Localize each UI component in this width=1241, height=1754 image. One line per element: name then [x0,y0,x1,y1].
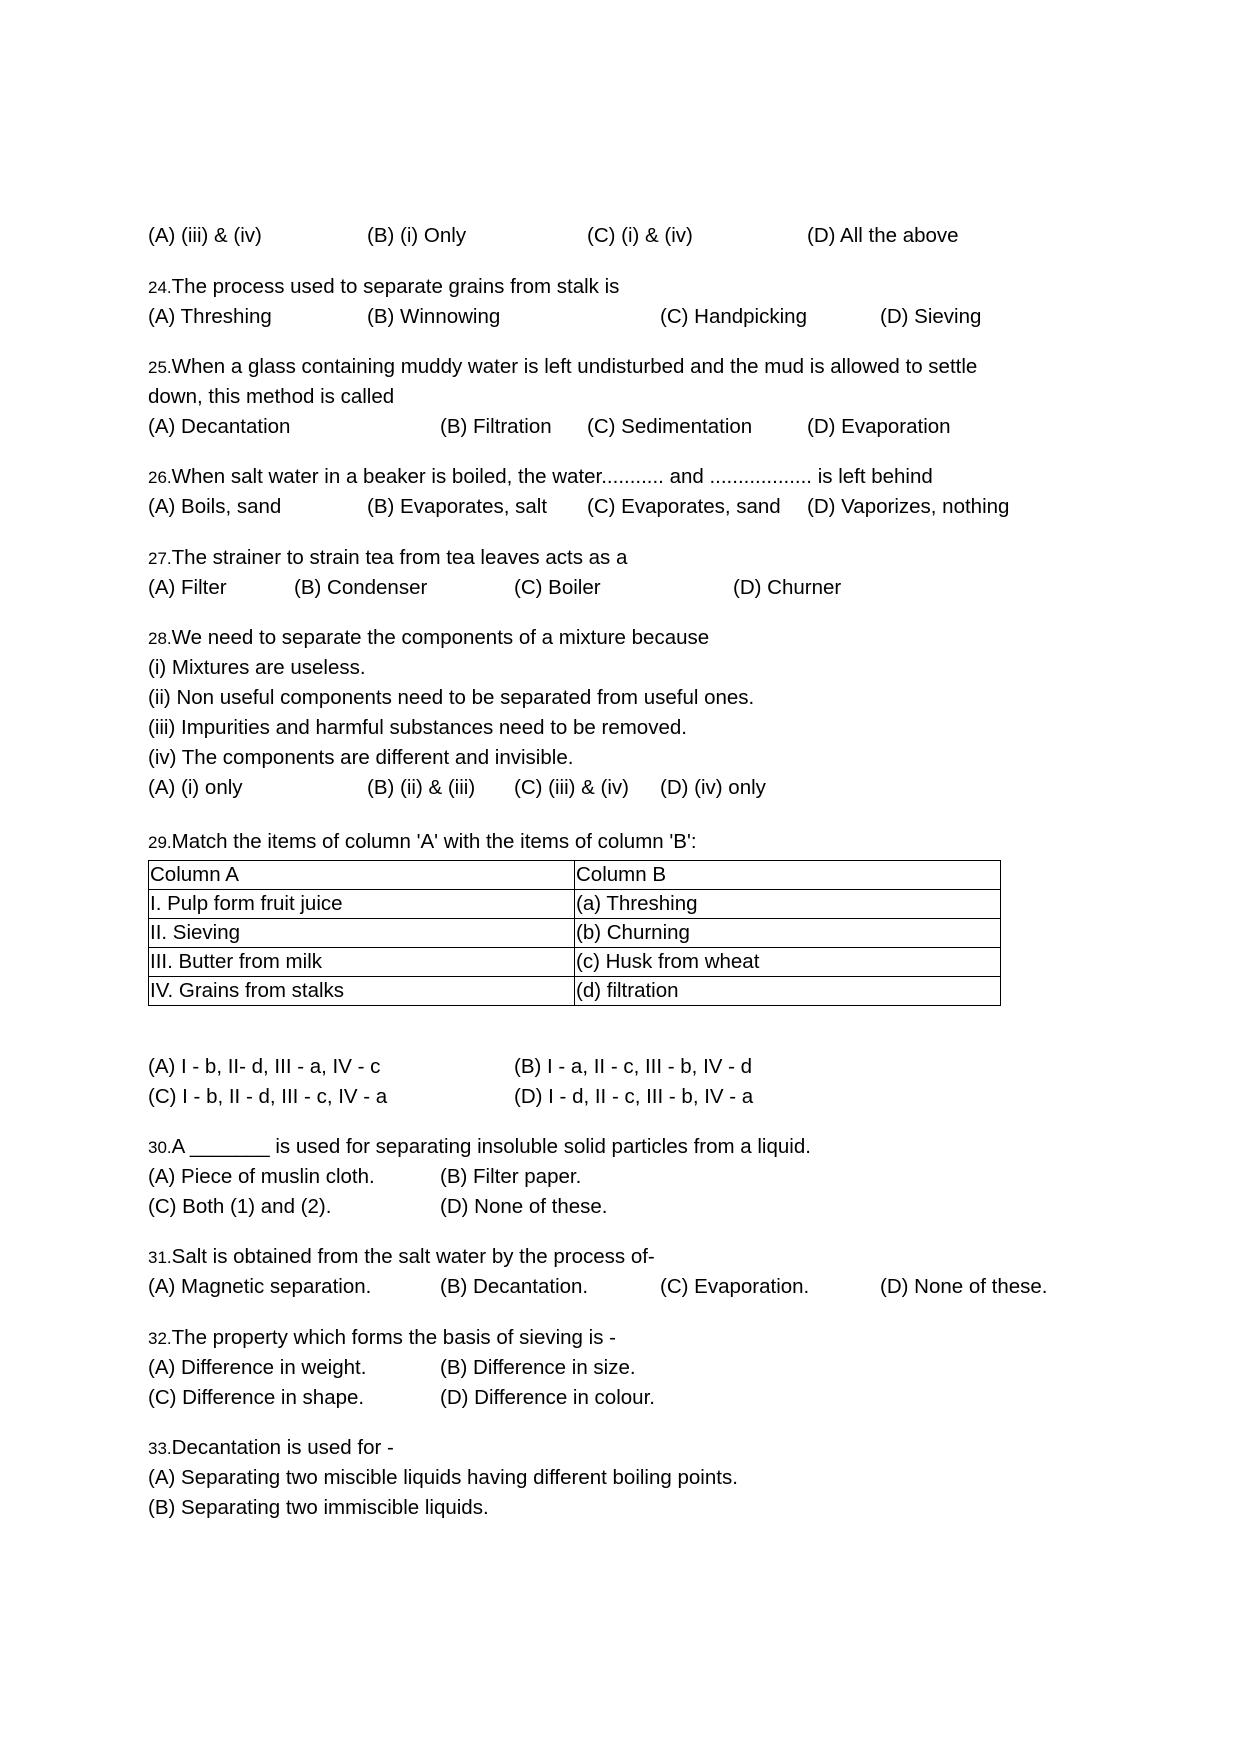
q28-number: 28. [148,629,172,648]
table-cell: (d) filtration [575,977,1001,1006]
q26-option-b: (B) Evaporates, salt [367,495,548,518]
q28-statement-2: (ii) Non useful components need to be separated from useful ones. [148,686,755,709]
q24-option-b: (B) Winnowing [367,305,501,328]
q26-question [148,463,933,491]
q27-question [148,544,627,572]
table-cell: (a) Threshing [575,890,1001,919]
table-cell: (b) Churning [575,919,1001,948]
q32-text: The property which forms the basis of sieving is - [171,1326,616,1349]
q33-text: Decantation is used for - [171,1436,394,1459]
q28-text: We need to separate the components of a mixture because [171,626,710,649]
q26-option-c: (C) Evaporates, sand [587,495,781,518]
q23-option-c: (C) (i) & (iv) [587,224,693,247]
q33-number: 33. [148,1439,172,1458]
q29-option-d: (D) I - d, II - c, III - b, IV - a [514,1085,754,1108]
q29-option-c: (C) I - b, II - d, III - c, IV - a [148,1085,388,1108]
q28-option-a: (A) (i) only [148,776,243,799]
q25-question-cont [148,383,394,411]
q32-option-d: (D) Difference in colour. [440,1386,655,1409]
q25-number: 25. [148,358,172,377]
q23-option-d: (D) All the above [807,224,959,247]
q32-number: 32. [148,1329,172,1348]
q25-question [148,353,977,381]
q31-number: 31. [148,1248,172,1267]
q30-option-c: (C) Both (1) and (2). [148,1195,332,1218]
q31-option-b: (B) Decantation. [440,1275,589,1298]
q24-option-a: (A) Threshing [148,305,272,328]
q28-option-b: (B) (ii) & (iii) [367,776,476,799]
q29-number: 29. [148,833,172,852]
table-row [149,977,1001,1006]
q30-question [148,1133,811,1161]
q24-question [148,273,619,301]
q29-question [148,828,697,856]
q32-question [148,1324,616,1352]
q26-option-d: (D) Vaporizes, nothing [807,495,1010,518]
q27-option-d: (D) Churner [733,576,842,599]
q33-option-a: (A) Separating two miscible liquids having different boiling points. [148,1466,738,1489]
q27-option-c: (C) Boiler [514,576,601,599]
q30-number: 30. [148,1138,172,1157]
q27-text: The strainer to strain tea from tea leaves acts as a [171,546,628,569]
q29-option-b: (B) I - a, II - c, III - b, IV - d [514,1055,753,1078]
q30-text: A _______ is used for separating insoluble solid particles from a liquid. [171,1135,811,1158]
table-cell: III. Butter from milk [149,948,575,977]
q24-text: The process used to separate grains from stalk is [171,275,620,298]
q29-text: Match the items of column 'A' with the items of column 'B': [171,830,697,853]
match-table [148,860,1001,1006]
table-header-row [149,861,1001,890]
q31-question [148,1243,655,1271]
q30-option-a: (A) Piece of muslin cloth. [148,1165,375,1188]
q33-option-b: (B) Separating two immiscible liquids. [148,1496,489,1519]
q25-option-b: (B) Filtration [440,415,552,438]
q28-option-c: (C) (iii) & (iv) [514,776,629,799]
table-header-cell: Column A [149,861,575,890]
table-header-cell: Column B [575,861,1001,890]
q28-statement-1: (i) Mixtures are useless. [148,656,366,679]
q28-statement-3: (iii) Impurities and harmful substances need to be removed. [148,716,687,739]
q31-option-a: (A) Magnetic separation. [148,1275,372,1298]
q31-option-c: (C) Evaporation. [660,1275,810,1298]
table-cell: I. Pulp form fruit juice [149,890,575,919]
q29-option-a: (A) I - b, II- d, III - a, IV - c [148,1055,381,1078]
table-row [149,948,1001,977]
q25-option-a: (A) Decantation [148,415,291,438]
q25-option-d: (D) Evaporation [807,415,951,438]
q26-number: 26. [148,468,172,487]
q27-option-a: (A) Filter [148,576,227,599]
q30-option-b: (B) Filter paper. [440,1165,582,1188]
table-row [149,919,1001,948]
q27-option-b: (B) Condenser [294,576,428,599]
q24-option-c: (C) Handpicking [660,305,807,328]
q23-option-b: (B) (i) Only [367,224,467,247]
table-cell: (c) Husk from wheat [575,948,1001,977]
q23-option-a: (A) (iii) & (iv) [148,224,262,247]
q24-number: 24. [148,278,172,297]
q31-text: Salt is obtained from the salt water by the process of- [171,1245,655,1268]
q28-option-d: (D) (iv) only [660,776,766,799]
table-cell: II. Sieving [149,919,575,948]
q24-option-d: (D) Sieving [880,305,982,328]
q25-text-line2: down, this method is called [148,385,395,408]
q32-option-b: (B) Difference in size. [440,1356,636,1379]
q27-number: 27. [148,549,172,568]
q32-option-c: (C) Difference in shape. [148,1386,365,1409]
q28-question [148,624,709,652]
q30-option-d: (D) None of these. [440,1195,608,1218]
q25-text-line1: When a glass containing muddy water is left undisturbed and the mud is allowed to settle [171,355,978,378]
q28-statement-4: (iv) The components are different and invisible. [148,746,574,769]
q33-question [148,1434,394,1462]
q26-option-a: (A) Boils, sand [148,495,282,518]
q26-text: When salt water in a beaker is boiled, the water........... and .................. is left behind [171,465,933,488]
q31-option-d: (D) None of these. [880,1275,1048,1298]
table-row [149,890,1001,919]
q32-option-a: (A) Difference in weight. [148,1356,367,1379]
table-cell: IV. Grains from stalks [149,977,575,1006]
q25-option-c: (C) Sedimentation [587,415,753,438]
